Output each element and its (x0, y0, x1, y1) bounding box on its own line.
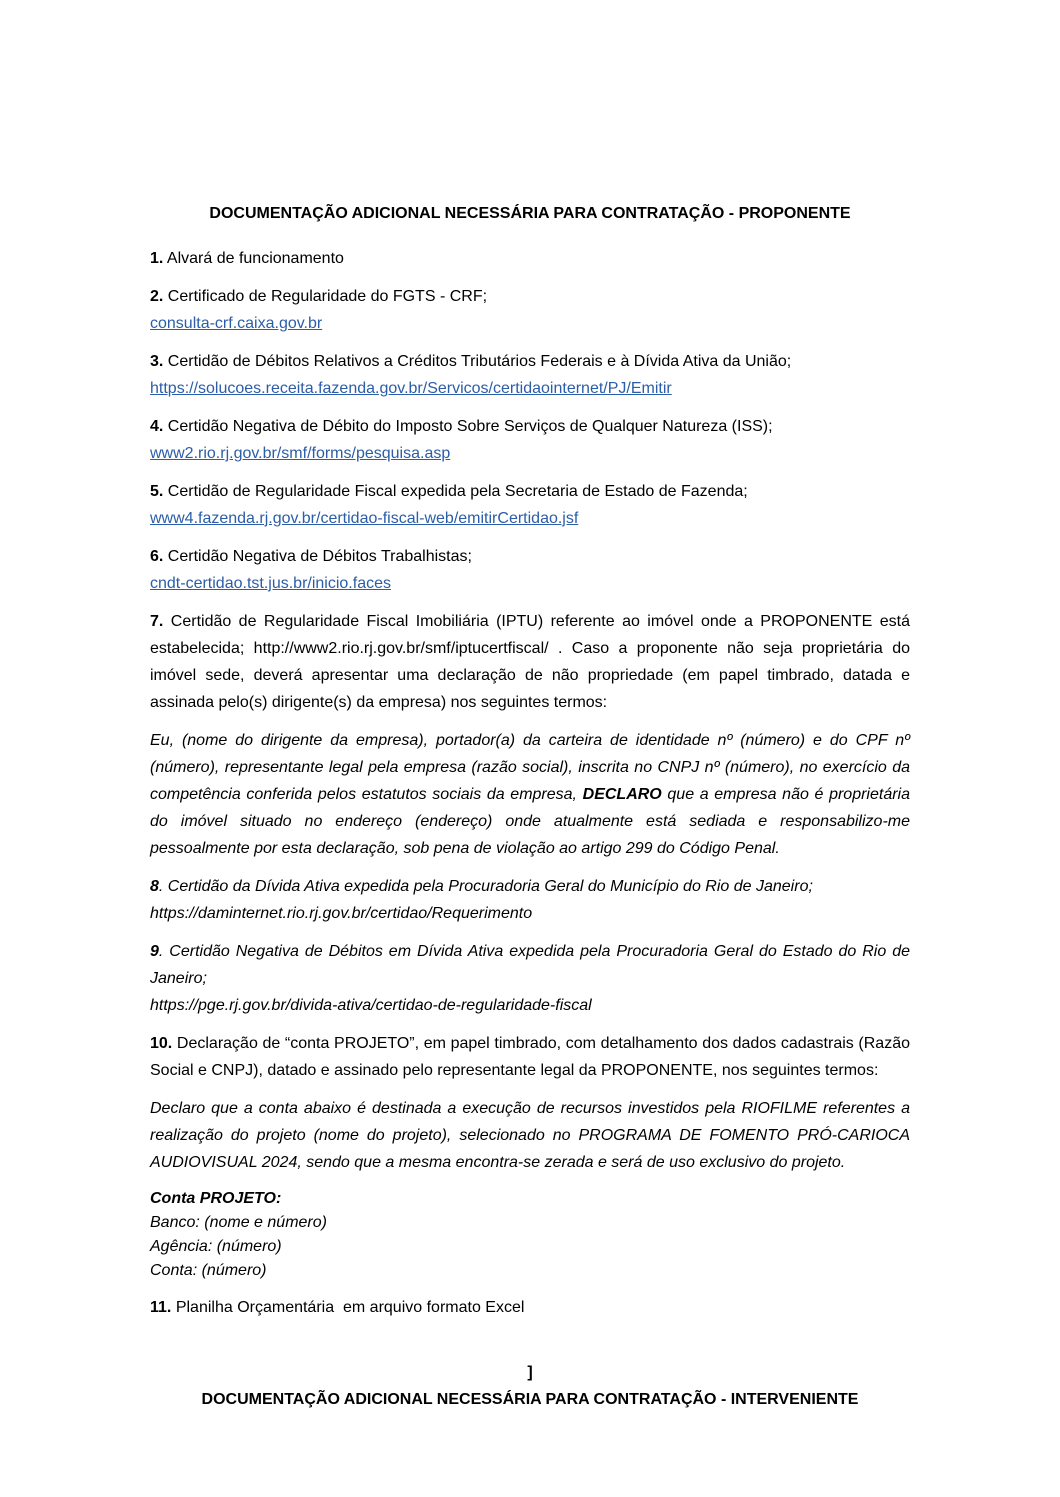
list-item-11 (150, 1294, 910, 1321)
item-5-link-line (150, 505, 910, 532)
list-item-10 (150, 1030, 910, 1084)
item-7-paragraph (150, 608, 910, 716)
item-6-text: Certidão Negativa de Débitos Trabalhistas; (167, 548, 472, 565)
account-declaration (150, 1095, 910, 1176)
item-8-url-line (150, 900, 910, 927)
item-5-number: 5. (150, 483, 164, 500)
item-4-link[interactable]: www2.rio.rj.gov.br/smf/forms/pesquisa.asp (150, 445, 451, 462)
list-item-5 (150, 478, 910, 532)
item-11-text: Planilha Orçamentária em arquivo formato Excel (175, 1299, 525, 1316)
list-item-6 (150, 543, 910, 597)
item-5-text: Certidão de Regularidade Fiscal expedida pela Secretaria de Estado de Fazenda; (167, 483, 748, 500)
account-declaration-paragraph: Declaro que a conta abaixo é destinada a execução de recursos investidos pela RIOFILME referentes a realização do projeto (nome do projeto), selecionado no PROGRAMA DE FOMENTO PRÓ-CARIOCA AUDIOVISUAL 2024, sendo que a mesma encontra-se zerada e será de uso exclusivo do projeto. (150, 1100, 910, 1171)
item-3-link[interactable]: https://solucoes.receita.fazenda.gov.br/Servicos/certidaointernet/PJ/Emitir (150, 380, 672, 397)
item-6-number: 6. (150, 548, 164, 565)
list-item-4 (150, 413, 910, 467)
item-10-paragraph (150, 1030, 910, 1084)
item-7-number: 7. (150, 613, 164, 630)
stray-bracket: ] (527, 1364, 533, 1381)
item-1-number: 1. (150, 250, 164, 267)
item-3-line (150, 348, 910, 375)
item-9-number: 9 (150, 943, 159, 960)
list-item-9 (150, 938, 910, 1019)
item-6-link[interactable]: cndt-certidao.tst.jus.br/inicio.faces (150, 575, 391, 592)
item-11-line (150, 1294, 910, 1321)
item-2-link[interactable]: consulta-crf.caixa.gov.br (150, 315, 323, 332)
item-9-line (150, 938, 910, 992)
item-3-text: Certidão de Débitos Relativos a Créditos Tributários Federais e à Dívida Ativa da União; (167, 353, 792, 370)
account-heading: Conta PROJETO: (150, 1190, 282, 1207)
declaration-text-before: Eu, (nome do dirigente da empresa), portador(a) da carteira de identidade nº (número) e do CPF nº (número), representante legal pela empresa (razão social), inscrita no CNPJ nº (número), no exercício da competência conferida pelos estatutos sociais da empresa, (150, 732, 910, 803)
item-1-text: Alvará de funcionamento (166, 250, 344, 267)
declaration-text-after: que a empresa não é proprietária do imóvel situado no endereço (endereço) onde atualmente está sediada e responsabilizo-me pessoalmente por esta declaração, sob pena de violação ao artigo 299 do Código Penal. (150, 786, 910, 857)
item-3-number: 3. (150, 353, 164, 370)
account-details (150, 1187, 910, 1283)
item-2-line (150, 283, 910, 310)
property-declaration-paragraph (150, 727, 910, 862)
list-item-3 (150, 348, 910, 402)
account-number-line: Conta: (número) (150, 1262, 267, 1279)
item-4-line (150, 413, 910, 440)
item-5-line (150, 478, 910, 505)
item-10-text: Declaração de “conta PROJETO”, em papel timbrado, com detalhamento dos dados cadastrais (Razão Social e CNPJ), datado e assinado pelo representante legal da PROPONENTE, nos seguintes termos: (150, 1035, 911, 1079)
item-4-text: Certidão Negativa de Débito do Imposto Sobre Serviços de Qualquer Natureza (ISS); (167, 418, 773, 435)
list-item-1 (150, 245, 910, 272)
item-1-line (150, 245, 910, 272)
item-9-url: https://pge.rj.gov.br/divida-ativa/certidao-de-regularidade-fiscal (150, 997, 592, 1014)
item-2-link-line (150, 310, 910, 337)
item-4-link-line (150, 440, 910, 467)
property-declaration (150, 727, 910, 862)
item-8-url: https://daminternet.rio.rj.gov.br/certidao/Requerimento (150, 905, 533, 922)
item-8-number: 8 (150, 878, 159, 895)
item-11-number: 11. (150, 1299, 172, 1316)
list-item-7 (150, 608, 910, 716)
item-5-link[interactable]: www4.fazenda.rj.gov.br/certidao-fiscal-web/emitirCertidao.jsf (150, 510, 579, 527)
item-4-number: 4. (150, 418, 164, 435)
item-2-text: Certificado de Regularidade do FGTS - CRF; (167, 288, 488, 305)
item-9-url-line (150, 992, 910, 1019)
page-title: DOCUMENTAÇÃO ADICIONAL NECESSÁRIA PARA CONTRATAÇÃO - PROPONENTE (209, 205, 851, 222)
item-2-number: 2. (150, 288, 164, 305)
item-6-line (150, 543, 910, 570)
item-3-link-line (150, 375, 910, 402)
declaration-emphasis: DECLARO (582, 786, 662, 803)
item-10-number: 10. (150, 1035, 173, 1052)
account-agency-line: Agência: (número) (150, 1238, 282, 1255)
list-item-8 (150, 873, 910, 927)
item-8-line (150, 873, 910, 900)
footer-section-title: DOCUMENTAÇÃO ADICIONAL NECESSÁRIA PARA CONTRATAÇÃO - INTERVENIENTE (201, 1391, 859, 1408)
account-bank-line: Banco: (nome e número) (150, 1214, 327, 1231)
item-9-text: . Certidão Negativa de Débitos em Dívida Ativa expedida pela Procuradoria Geral do Estado do Rio de Janeiro; (150, 943, 910, 987)
item-8-text: . Certidão da Dívida Ativa expedida pela Procuradoria Geral do Município do Rio de Janeiro; (158, 878, 813, 895)
item-6-link-line (150, 570, 910, 597)
item-7-text: Certidão de Regularidade Fiscal Imobiliária (IPTU) referente ao imóvel onde a PROPONENTE está estabelecida; http://www2.rio.rj.gov.br/smf/iptucertfiscal/ . Caso a proponente não seja proprietária do imóvel sede, deverá apresentar uma declaração de não propriedade (em papel timbrado, datada e assinada pelo(s) dirigente(s) da empresa) nos seguintes termos: (150, 613, 910, 711)
list-item-2 (150, 283, 910, 337)
